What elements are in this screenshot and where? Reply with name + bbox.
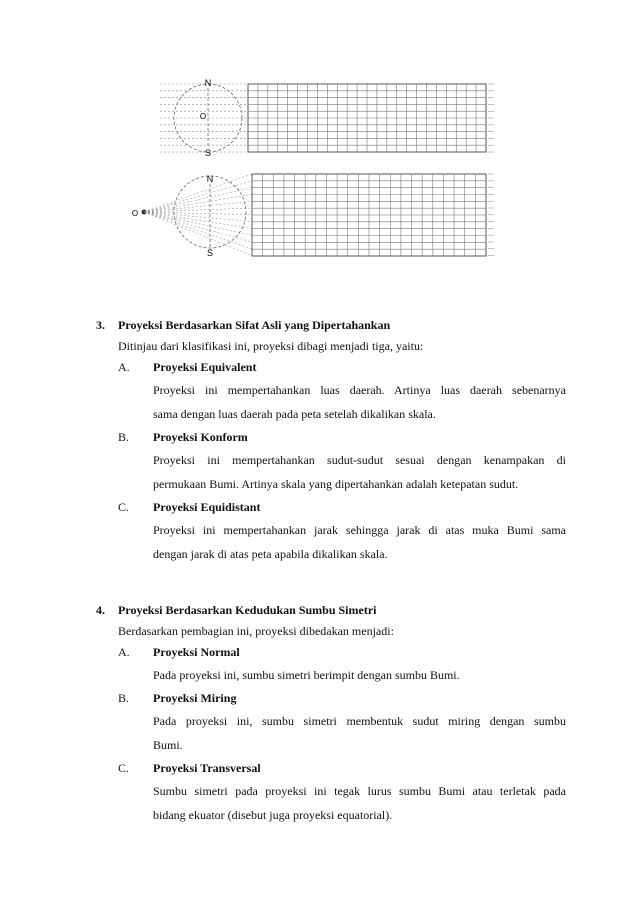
item-letter: B. (118, 691, 130, 705)
top-center-label: O (199, 112, 207, 121)
bottom-projection-ray (144, 181, 252, 212)
item-body-line: permukaan Bumi. Artinya skala yang dipertahankan adalah ketepatan sudut. (153, 477, 519, 491)
item-title: Proyeksi Equivalent (153, 360, 257, 374)
item-title: Proyeksi Miring (153, 691, 237, 705)
bottom-north-label: N (206, 174, 214, 184)
bottom-projection-ray (144, 188, 252, 212)
bottom-projection-ray (144, 212, 252, 256)
section-3-heading (96, 316, 566, 334)
item-letter: A. (118, 360, 130, 374)
section-3-number: 3. (96, 318, 105, 332)
item-body-line: Pada proyeksi ini, sumbu simetri berimpit dengan sumbu Bumi. (153, 668, 460, 682)
item-body-line: Bumi. (153, 738, 183, 752)
perspective-projection-diagram (142, 174, 495, 256)
item-body-line: Sumbu simetri pada proyeksi ini tegak lurus sumbu Bumi atau terletak pada (153, 784, 566, 798)
item-title: Proyeksi Equidistant (153, 500, 261, 514)
item-letter: C. (118, 500, 130, 514)
item-body-line: dengan jarak di atas peta apabila dikalikan skala. (153, 547, 388, 561)
item-body-line: Proyeksi ini mempertahankan luas daerah. Artinya luas daerah sebenarnya (153, 383, 566, 397)
bottom-projection-ray (144, 194, 252, 212)
item-title: Proyeksi Konform (153, 430, 248, 444)
item-letter: A. (118, 645, 130, 659)
top-north-label: N (204, 78, 212, 88)
section-4-heading (96, 601, 566, 619)
list-item (96, 689, 566, 757)
section-4-items (96, 643, 566, 827)
item-body (153, 448, 566, 496)
item-body (153, 663, 566, 687)
bottom-projection-ray (144, 212, 252, 249)
section-3-items (96, 358, 566, 566)
section-3-title: Proyeksi Berdasarkan Sifat Asli yang Dipertahankan (118, 318, 391, 332)
section-3-intro: Ditinjau dari klasifikasi ini, proyeksi dibagi menjadi tiga, yaitu: (118, 339, 424, 353)
bottom-projection-ray (144, 201, 252, 212)
item-body-line: Proyeksi ini mempertahankan sudut-sudut sesuai dengan kenampakan di (153, 453, 566, 467)
item-letter: B. (118, 430, 130, 444)
bottom-projection-ray (144, 212, 252, 235)
list-item (96, 643, 566, 687)
list-item (96, 498, 566, 566)
section-4 (96, 601, 566, 829)
item-body (153, 378, 566, 426)
item-body-line: Proyeksi ini mempertahankan jarak sehingga jarak di atas muka Bumi sama (153, 523, 566, 537)
item-body (153, 518, 566, 566)
bottom-south-label: S (206, 248, 214, 258)
section-4-number: 4. (96, 603, 105, 617)
top-south-label: S (204, 148, 212, 158)
bottom-projection-ray (144, 174, 252, 212)
item-body-line: Pada proyeksi ini, sumbu simetri membentuk sudut miring dengan sumbu (153, 714, 566, 728)
item-title: Proyeksi Normal (153, 645, 240, 659)
section-4-intro: Berdasarkan pembagian ini, proyeksi dibedakan menjadi: (118, 624, 394, 638)
list-item (96, 428, 566, 496)
item-body-line: sama dengan luas daerah pada peta setelah dikalikan skala. (153, 407, 436, 421)
item-body (153, 709, 566, 757)
bottom-projection-ray (144, 212, 252, 242)
cylindrical-projection-diagram (160, 84, 494, 152)
section-3 (96, 316, 566, 568)
projection-figure (130, 72, 502, 268)
item-title: Proyeksi Transversal (153, 761, 261, 775)
bottom-projection-ray (144, 208, 252, 212)
bottom-origin-label: O (131, 209, 139, 218)
section-4-title: Proyeksi Berdasarkan Kedudukan Sumbu Simetri (118, 603, 377, 617)
item-body-line: bidang ekuator (disebut juga proyeksi equatorial). (153, 808, 393, 822)
item-body (153, 779, 566, 827)
item-letter: C. (118, 761, 130, 775)
projection-diagram (130, 72, 502, 268)
bottom-projection-ray (144, 212, 252, 222)
list-item (96, 358, 566, 426)
list-item (96, 759, 566, 827)
